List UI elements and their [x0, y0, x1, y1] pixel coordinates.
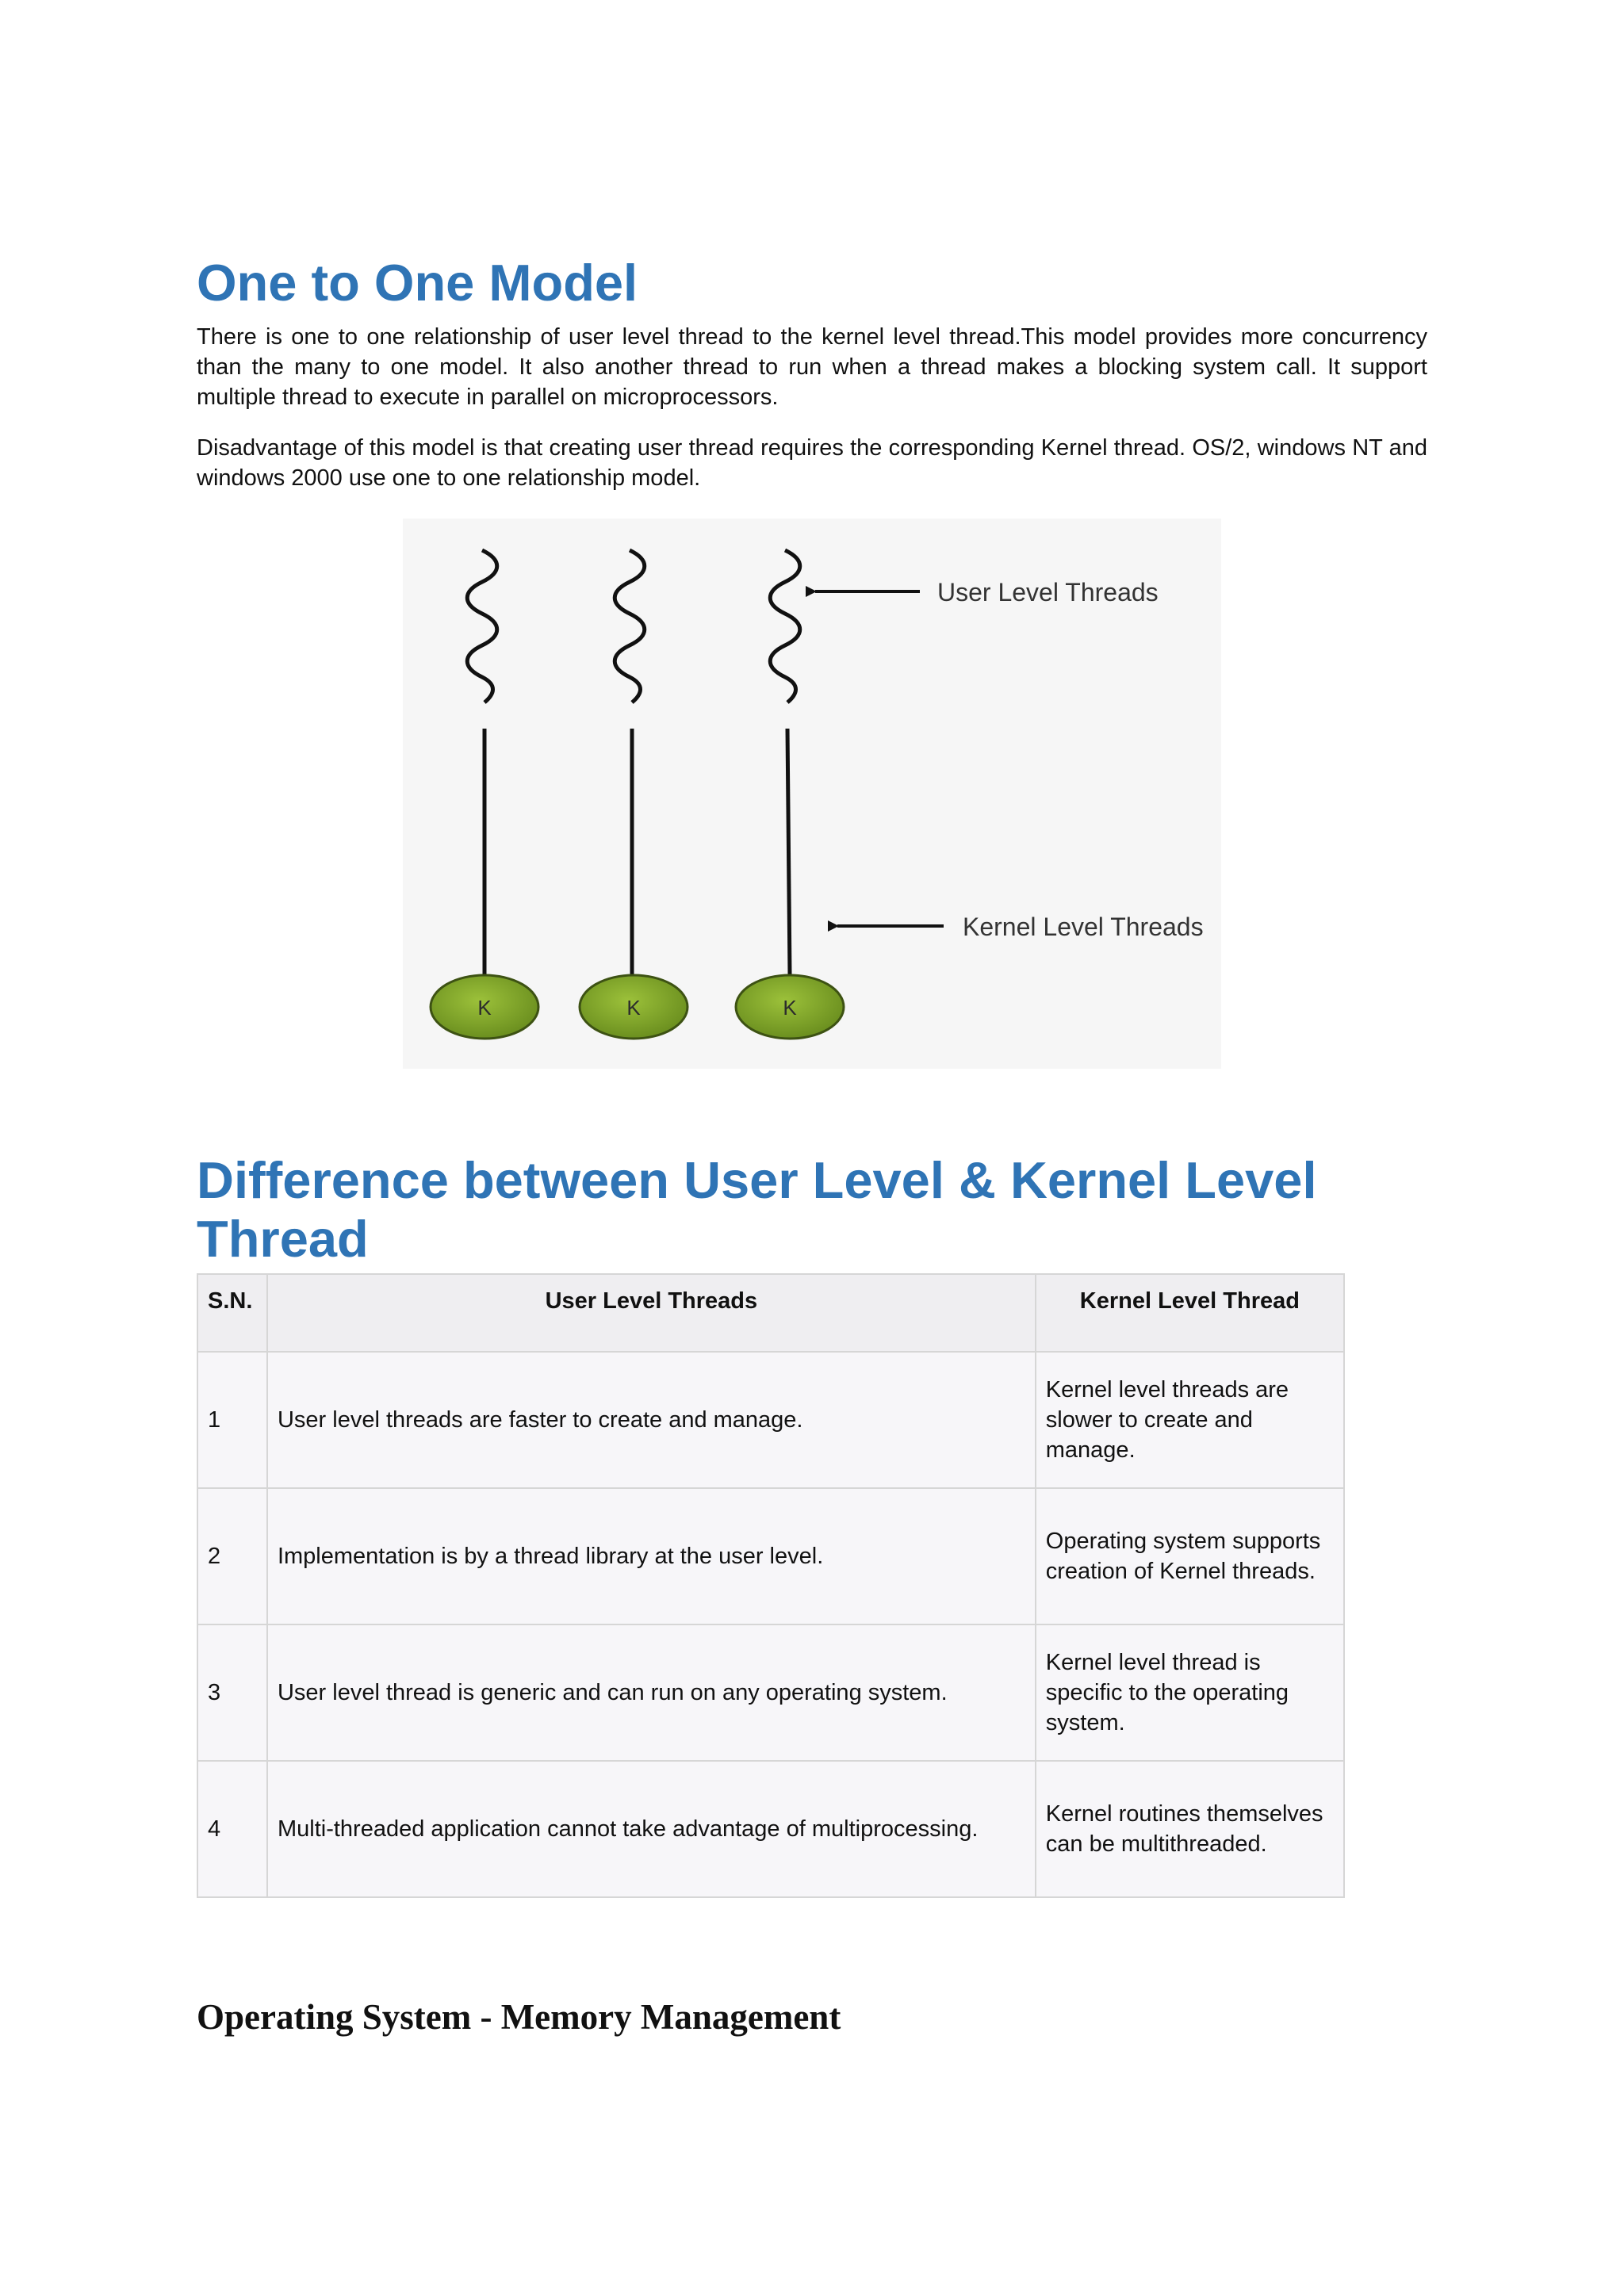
cell-user: Implementation is by a thread library at the user level.	[267, 1488, 1036, 1624]
user-thread-2-icon	[615, 550, 645, 702]
cell-kernel: Kernel routines themselves can be multithreaded.	[1036, 1761, 1344, 1897]
thread-3	[736, 550, 844, 1039]
cell-user: Multi-threaded application cannot take advantage of multiprocessing.	[267, 1761, 1036, 1897]
cell-sn: 4	[197, 1761, 267, 1897]
kernel-node-2-label: K	[626, 996, 641, 1020]
header-user-level: User Level Threads	[267, 1274, 1036, 1352]
thread-2	[580, 550, 688, 1039]
diagram-svg	[403, 519, 1221, 1069]
thread-1	[431, 550, 538, 1039]
section-title-difference: Difference between User Level & Kernel Level Thread	[197, 1151, 1317, 1268]
kernel-level-label: Kernel Level Threads	[963, 913, 1204, 941]
cell-user: User level thread is generic and can run on any operating system.	[267, 1624, 1036, 1761]
table-row	[197, 1352, 1344, 1488]
table-row	[197, 1488, 1344, 1624]
table-header-row	[197, 1274, 1344, 1352]
user-thread-3-icon	[770, 550, 800, 702]
cell-sn: 1	[197, 1352, 267, 1488]
kernel-node-3-label: K	[783, 996, 797, 1020]
user-level-label: User Level Threads	[937, 578, 1159, 607]
section-one-to-one	[197, 254, 1427, 514]
difference-table	[197, 1273, 1345, 1898]
one-to-one-diagram	[403, 519, 1221, 1069]
cell-sn: 3	[197, 1624, 267, 1761]
paragraph-disadvantage: Disadvantage of this model is that creating user thread requires the corresponding Kernel thread. OS/2, windows NT and windows 2000 use one to one relationship model.	[197, 435, 1427, 491]
section-title-one-to-one: One to One Model	[197, 254, 638, 312]
footer-heading-memory-management: Operating System - Memory Management	[197, 1997, 841, 2037]
header-kernel-level: Kernel Level Thread	[1036, 1274, 1344, 1352]
cell-kernel: Operating system supports creation of Kernel threads.	[1036, 1488, 1344, 1624]
user-thread-1-icon	[467, 550, 497, 702]
header-sn: S.N.	[197, 1274, 267, 1352]
kernel-node-1-label: K	[477, 996, 492, 1020]
paragraph-description: There is one to one relationship of user level thread to the kernel level thread.This model provides more concurrency than the many to one model. It also another thread to run when a thread makes a blocking system call. It support multiple thread to execute in parallel on microprocessors.	[197, 324, 1427, 410]
cell-kernel: Kernel level thread is specific to the operating system.	[1036, 1624, 1344, 1761]
kernel-link-3	[787, 729, 790, 974]
cell-kernel: Kernel level threads are slower to create and manage.	[1036, 1352, 1344, 1488]
table-row	[197, 1761, 1344, 1897]
section-difference	[197, 1151, 1427, 1898]
cell-sn: 2	[197, 1488, 267, 1624]
cell-user: User level threads are faster to create and manage.	[267, 1352, 1036, 1488]
table-row	[197, 1624, 1344, 1761]
